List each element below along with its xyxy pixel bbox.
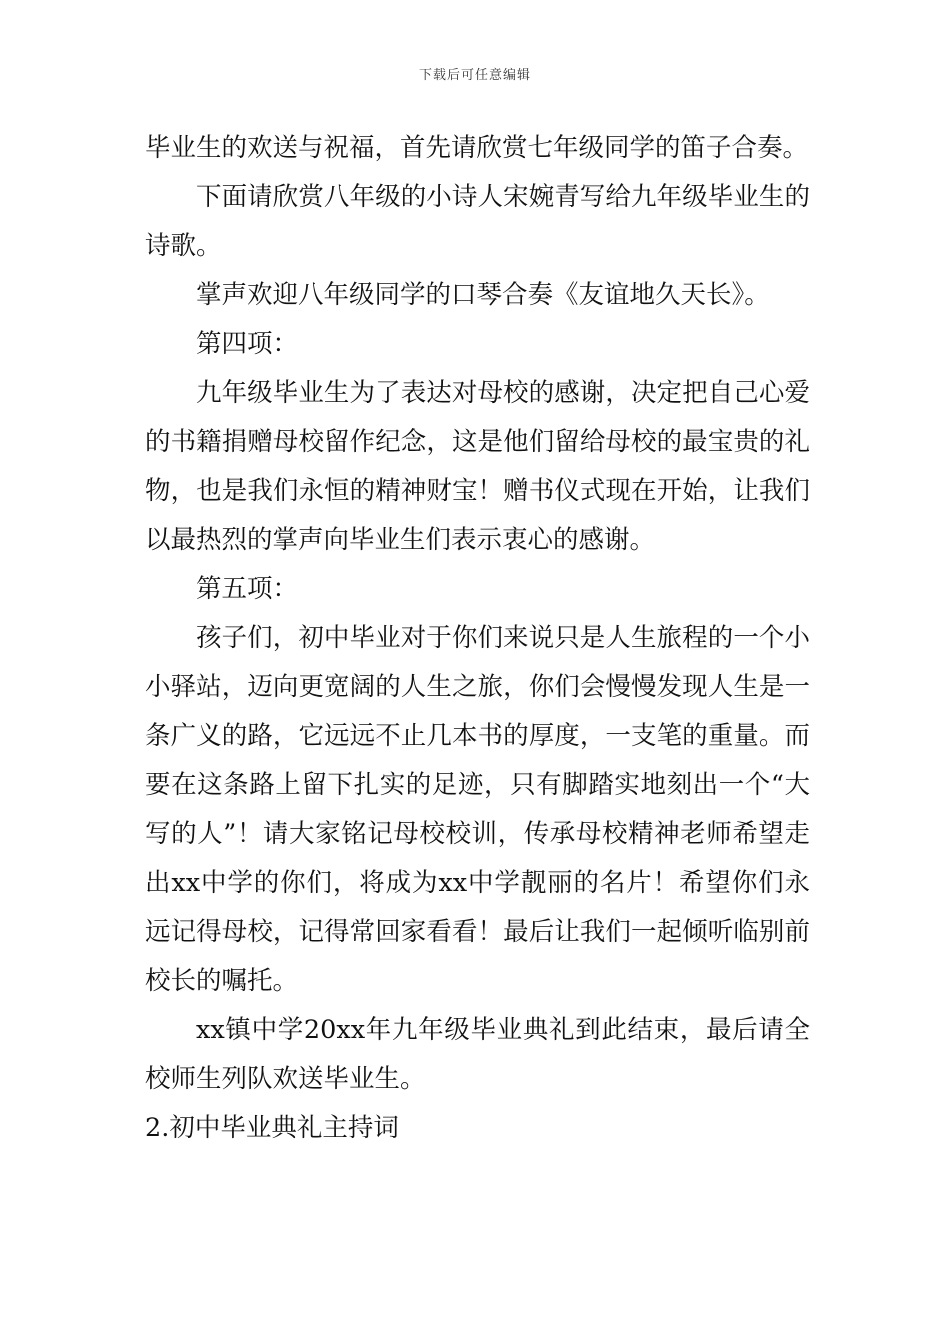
paragraph-harmonica: 掌声欢迎八年级同学的口琴合奏《友谊地久天长》。 <box>196 280 770 310</box>
paragraph-book-donation: 九年级毕业生为了表达对母校的感谢，决定把自己心爱的书籍捐赠母校留作纪念，这是他们留给母校的最宝贵的礼物，也是我们永恒的精神财宝！赠书仪式现在开始，让我们以最热烈的掌声向毕业生们表示衷心的感谢。 <box>145 378 810 555</box>
section-heading-item-five: 第五项： <box>196 574 299 604</box>
paragraph-farewell-intro: 毕业生的欢送与祝福，首先请欣赏七年级同学的笛子合奏。 <box>145 133 809 163</box>
document-body <box>145 124 810 1153</box>
paragraph-ceremony-end: xx镇中学20xx年九年级毕业典礼到此结束，最后请全校师生列队欢送毕业生。 <box>145 1015 810 1094</box>
page-header: 下载后可任意编辑 <box>418 68 531 83</box>
paragraph-closing-message: 孩子们，初中毕业对于你们来说只是人生旅程的一个小小驿站，迈向更宽阔的人生之旅，你们会慢慢发现人生是一条广义的路，它远远不止几本书的厚度，一支笔的重量。而要在这条路上留下扎实的足迹，只有脚踏实地刻出一个“大写的人”！请大家铭记母校校训，传承母校精神老师希望走出xx中学的你们，将成为xx中学靓丽的名片！希望你们永远记得母校，记得常回家看看！最后让我们一起倾听临别前校长的嘱托。 <box>145 623 810 996</box>
section-heading-item-four: 第四项： <box>196 329 299 359</box>
section-title-host-script: 2.初中毕业典礼主持词 <box>145 1113 399 1143</box>
paragraph-poem-intro: 下面请欣赏八年级的小诗人宋婉青写给九年级毕业生的诗歌。 <box>145 182 810 261</box>
